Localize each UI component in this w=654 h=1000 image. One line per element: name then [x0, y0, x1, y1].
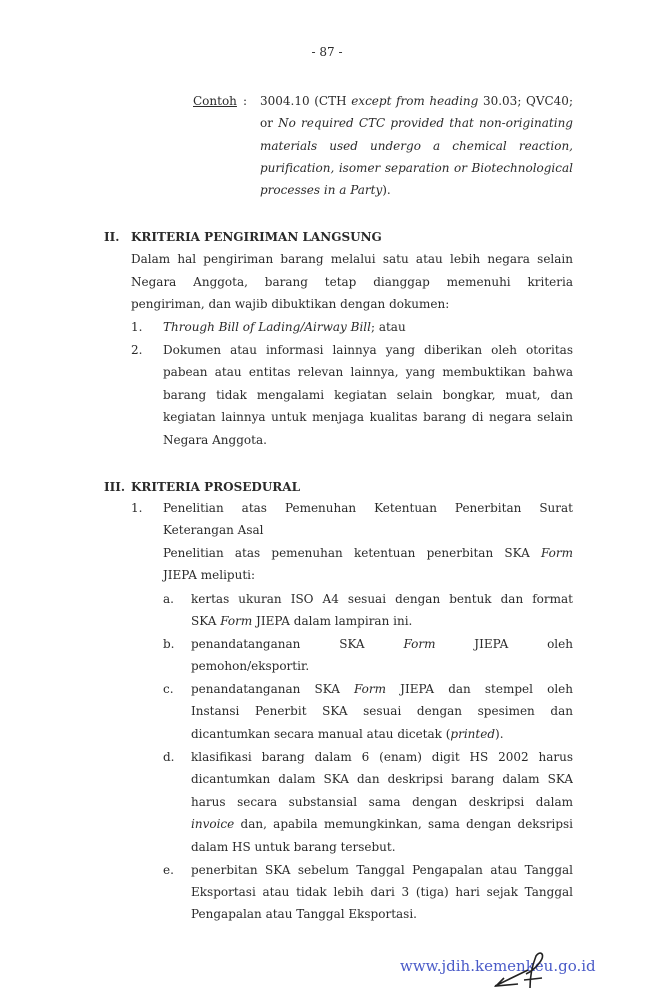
subitem-line — [191, 904, 573, 924]
italic-text: Form — [540, 546, 573, 560]
text-segment: kegiatan lainnya untuk menjaga kualitas barang di negara selain — [163, 410, 573, 424]
text-segment: dalam HS untuk barang tersebut. — [191, 840, 396, 854]
example-line — [260, 180, 573, 200]
section-heading: KRITERIA PROSEDURAL — [131, 480, 301, 494]
signature-initial — [490, 948, 560, 993]
text-segment: penerbitan SKA sebelum Tanggal Pengapalan atau Tanggal — [191, 863, 573, 877]
italic-text: processes in a Party — [260, 183, 383, 197]
italic-text: materials used undergo a chemical reaction, — [260, 139, 573, 153]
text-segment: Negara Anggota. — [163, 433, 267, 447]
footer-url[interactable]: www.jdih.kemenkeu.go.id — [400, 957, 596, 975]
list-item-line — [163, 407, 573, 427]
text-segment: pengiriman, dan wajib dibuktikan dengan dokumen: — [131, 297, 450, 311]
subitem-line — [191, 679, 573, 699]
example-line — [260, 91, 573, 111]
text-segment: pemohon/eksportir. — [191, 659, 310, 673]
italic-text: Form — [403, 637, 436, 651]
text-segment: Penelitian atas pemenuhan ketentuan penerbitan SKA — [163, 546, 541, 560]
text-segment: Dalam hal pengiriman barang melalui satu atau lebih negara selain — [131, 252, 573, 266]
paragraph-line — [163, 543, 573, 563]
example-colon: : — [243, 94, 248, 108]
section-number: III. — [104, 480, 126, 494]
text-segment: JIEPA oleh — [435, 637, 573, 651]
subitem-letter: d. — [163, 750, 175, 764]
subitem-line — [191, 656, 573, 676]
italic-text: invoice — [191, 817, 235, 831]
page-number: - 87 - — [311, 45, 343, 59]
text-segment: pabean atau entitas relevan lainnya, yang membuktikan bahwa — [163, 365, 573, 379]
list-item-title — [163, 498, 573, 518]
section-heading: KRITERIA PENGIRIMAN LANGSUNG — [131, 230, 382, 244]
subitem-letter: e. — [163, 863, 174, 877]
section-number: II. — [104, 230, 120, 244]
italic-text: printed — [450, 727, 496, 741]
subitem-letter: a. — [163, 592, 174, 606]
text-segment: barang tidak mengalami kegiatan selain bongkar, muat, dan — [163, 388, 573, 402]
list-number: 1. — [131, 501, 143, 515]
paragraph-line — [131, 272, 573, 292]
text-segment: Dokumen atau informasi lainnya yang diberikan oleh otoritas — [163, 343, 573, 357]
subitem-line — [191, 860, 573, 880]
example-label: Contoh — [193, 94, 237, 108]
text-segment: Instansi Penerbit SKA sesuai dengan spesimen dan — [191, 704, 573, 718]
text-segment: penandatanganan SKA — [191, 682, 354, 696]
text-segment: JIEPA meliputi: — [163, 568, 256, 582]
text-segment: kertas ukuran ISO A4 sesuai dengan bentuk dan format — [191, 592, 573, 606]
text-segment: harus secara substansial sama dengan deskripsi dalam — [191, 795, 573, 809]
text-segment: 30.03; QVC40; — [478, 94, 573, 108]
subitem-line — [191, 589, 573, 609]
text-segment: Penelitian atas Pemenuhan Ketentuan Penerbitan Surat — [163, 501, 573, 515]
subitem-line — [191, 837, 573, 857]
subitem-line — [191, 611, 573, 631]
subitem-line — [191, 724, 573, 744]
subitem-line — [191, 814, 573, 834]
text-segment: penandatanganan SKA — [191, 637, 404, 651]
list-item-title — [163, 520, 573, 540]
text-segment: dicantumkan secara manual atau dicetak ( — [191, 727, 451, 741]
italic-text: Form — [220, 614, 253, 628]
list-item-line — [163, 340, 573, 360]
italic-text: Form — [354, 682, 387, 696]
subitem-line — [191, 792, 573, 812]
text-segment: or — [260, 116, 279, 130]
text-segment: ). — [495, 727, 504, 741]
subitem-line — [191, 747, 573, 767]
paragraph-line — [131, 294, 573, 314]
text-segment: ). — [382, 183, 391, 197]
example-line — [260, 136, 573, 156]
paragraph-line — [163, 565, 573, 585]
subitem-line — [191, 701, 573, 721]
list-number: 2. — [131, 343, 143, 357]
list-item-line — [163, 362, 573, 382]
text-segment: Keterangan Asal — [163, 523, 264, 537]
subitem-line — [191, 769, 573, 789]
subitem-line — [191, 882, 573, 902]
text-segment: 3004.10 (CTH — [260, 94, 352, 108]
italic-text: except from heading — [351, 94, 479, 108]
list-item-line — [163, 317, 573, 337]
italic-text: Through Bill of Lading/Airway Bill — [163, 320, 371, 334]
subitem-letter: b. — [163, 637, 175, 651]
text-segment: Eksportasi atau tidak lebih dari 3 (tiga) hari sejak Tanggal — [191, 885, 573, 899]
subitem-line — [191, 634, 573, 654]
text-segment: Negara Anggota, barang tetap dianggap memenuhi kriteria — [131, 275, 573, 289]
text-segment: Pengapalan atau Tanggal Eksportasi. — [191, 907, 417, 921]
example-line — [260, 113, 573, 133]
italic-text: purification, isomer separation or Biotechnological — [260, 161, 573, 175]
text-segment: klasifikasi barang dalam 6 (enam) digit HS 2002 harus — [191, 750, 573, 764]
list-number: 1. — [131, 320, 143, 334]
list-item-line — [163, 430, 573, 450]
text-segment: dan, apabila memungkinkan, sama dengan deksripsi — [234, 817, 573, 831]
example-line — [260, 158, 573, 178]
text-segment: dicantumkan dalam SKA dan deskripsi barang dalam SKA — [191, 772, 573, 786]
paragraph-line — [131, 249, 573, 269]
text-segment: ; atau — [370, 320, 406, 334]
text-segment: SKA — [191, 614, 221, 628]
list-item-line — [163, 385, 573, 405]
subitem-letter: c. — [163, 682, 174, 696]
text-segment: JIEPA dalam lampiran ini. — [252, 614, 413, 628]
text-segment: JIEPA dan stempel oleh — [386, 682, 573, 696]
italic-text: No required CTC provided that non-originating — [278, 116, 573, 130]
